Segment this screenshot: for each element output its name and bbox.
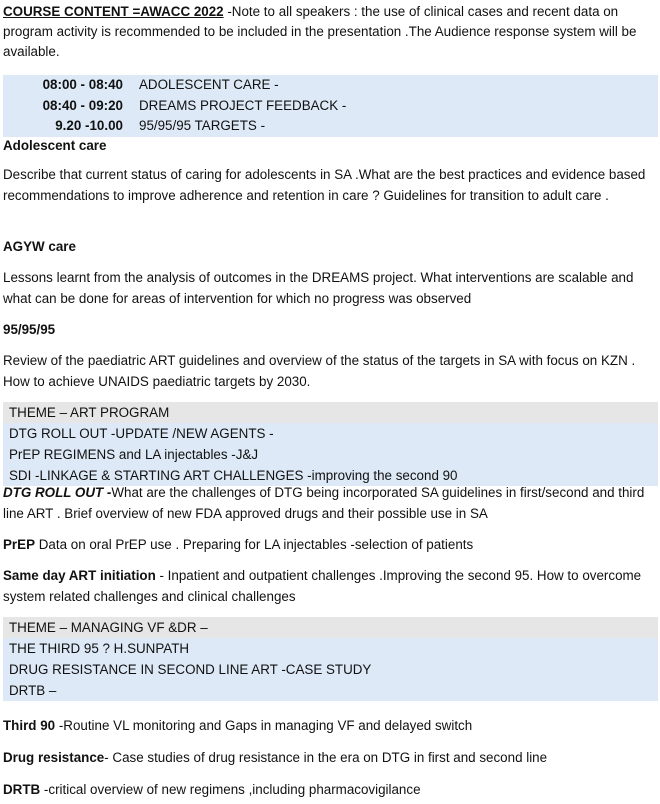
section-text-agyw: Lessons learnt from the analysis of outcomes in the DREAMS project. What interventions are scalable and what can be done for areas of intervention for which no progress was observed [3,270,634,306]
theme-art-item: PrEP REGIMENS and LA injectables -J&J [3,444,658,465]
schedule-time: 08:40 - 09:20 [42,97,123,113]
schedule-row [3,116,658,137]
theme-vf-table [3,617,658,701]
art-detail-dtg [3,483,655,524]
schedule-row [3,75,658,96]
vf-detail-dr-lead: Drug resistance [3,750,105,765]
section-heading-adolescent: Adolescent care [3,138,107,153]
section-text-adolescent: Describe that current status of caring for adolescents in SA .What are the best practices and evidence based recommendations to improve adherence and retention in care ? Guidelines for transition to adult care . [3,167,646,203]
art-detail-sameday [3,566,655,607]
art-detail-dtg-lead: DTG ROLL OUT - [3,485,112,500]
vf-detail-third-text: -Routine VL monitoring and Gaps in managing VF and delayed switch [55,718,473,733]
vf-detail-drtb [3,780,655,801]
art-detail-prep-text: Data on oral PrEP use . Preparing for LA injectables -selection of patients [35,537,474,552]
schedule-topic: ADOLESCENT CARE - [139,77,279,92]
theme-vf-item: DRTB – [3,680,658,701]
vf-detail-dr-text: - Case studies of drug resistance in the era on DTG in first and second line [104,750,548,765]
section-heading-agyw: AGYW care [3,239,76,254]
section-heading-targets: 95/95/95 [3,322,56,337]
theme-art-head: THEME – ART PROGRAM [3,402,658,423]
vf-detail-drtb-text: -critical overview of new regimens ,including pharmacovigilance [40,782,421,797]
theme-vf-item: DRUG RESISTANCE IN SECOND LINE ART -CASE STUDY [3,659,658,680]
schedule-topic: DREAMS PROJECT FEEDBACK - [139,97,347,113]
theme-vf-item: THE THIRD 95 ? H.SUNPATH [3,638,658,659]
art-detail-sameday-text: - Inpatient and outpatient challenges .Improving the second 95. How to overcome system related challenges and clinical challenges [3,568,642,604]
schedule-row [3,96,658,117]
theme-art-item: DTG ROLL OUT -UPDATE /NEW AGENTS - [3,423,658,444]
theme-vf-head: THEME – MANAGING VF &DR – [3,617,658,638]
schedule-table [3,75,658,137]
intro-note: -Note to all speakers : the use of clinical cases and recent data on program activity is recommended to be included in the presentation .The Audience response system will be available. [3,4,637,59]
vf-detail-dr [3,748,655,769]
theme-art-item: SDI -LINKAGE & STARTING ART CHALLENGES -improving the second 90 [3,465,658,486]
vf-detail-third-lead: Third 90 [3,718,56,733]
section-text-targets: Review of the paediatric ART guidelines and overview of the status of the targets in SA with focus on KZN . How to achieve UNAIDS paediatric targets by 2030. [3,353,636,389]
art-detail-sameday-lead: Same day ART initiation [3,568,156,583]
theme-art-table [3,402,658,486]
schedule-topic: 95/95/95 TARGETS - [139,118,266,133]
vf-detail-third [3,716,655,737]
art-detail-dtg-text: What are the challenges of DTG being incorporated SA guidelines in first/second and third line ART . Brief overview of new FDA approved drugs and their possible use in SA [3,485,645,521]
intro-paragraph [3,2,655,62]
art-detail-prep-lead: PrEP [3,537,36,552]
schedule-time: 9.20 -10.00 [55,118,123,133]
vf-detail-drtb-lead: DRTB [3,782,41,797]
art-detail-prep [3,535,655,556]
schedule-time: 08:00 - 08:40 [42,77,123,92]
course-title: COURSE CONTENT =AWACC 2022 [3,4,224,19]
